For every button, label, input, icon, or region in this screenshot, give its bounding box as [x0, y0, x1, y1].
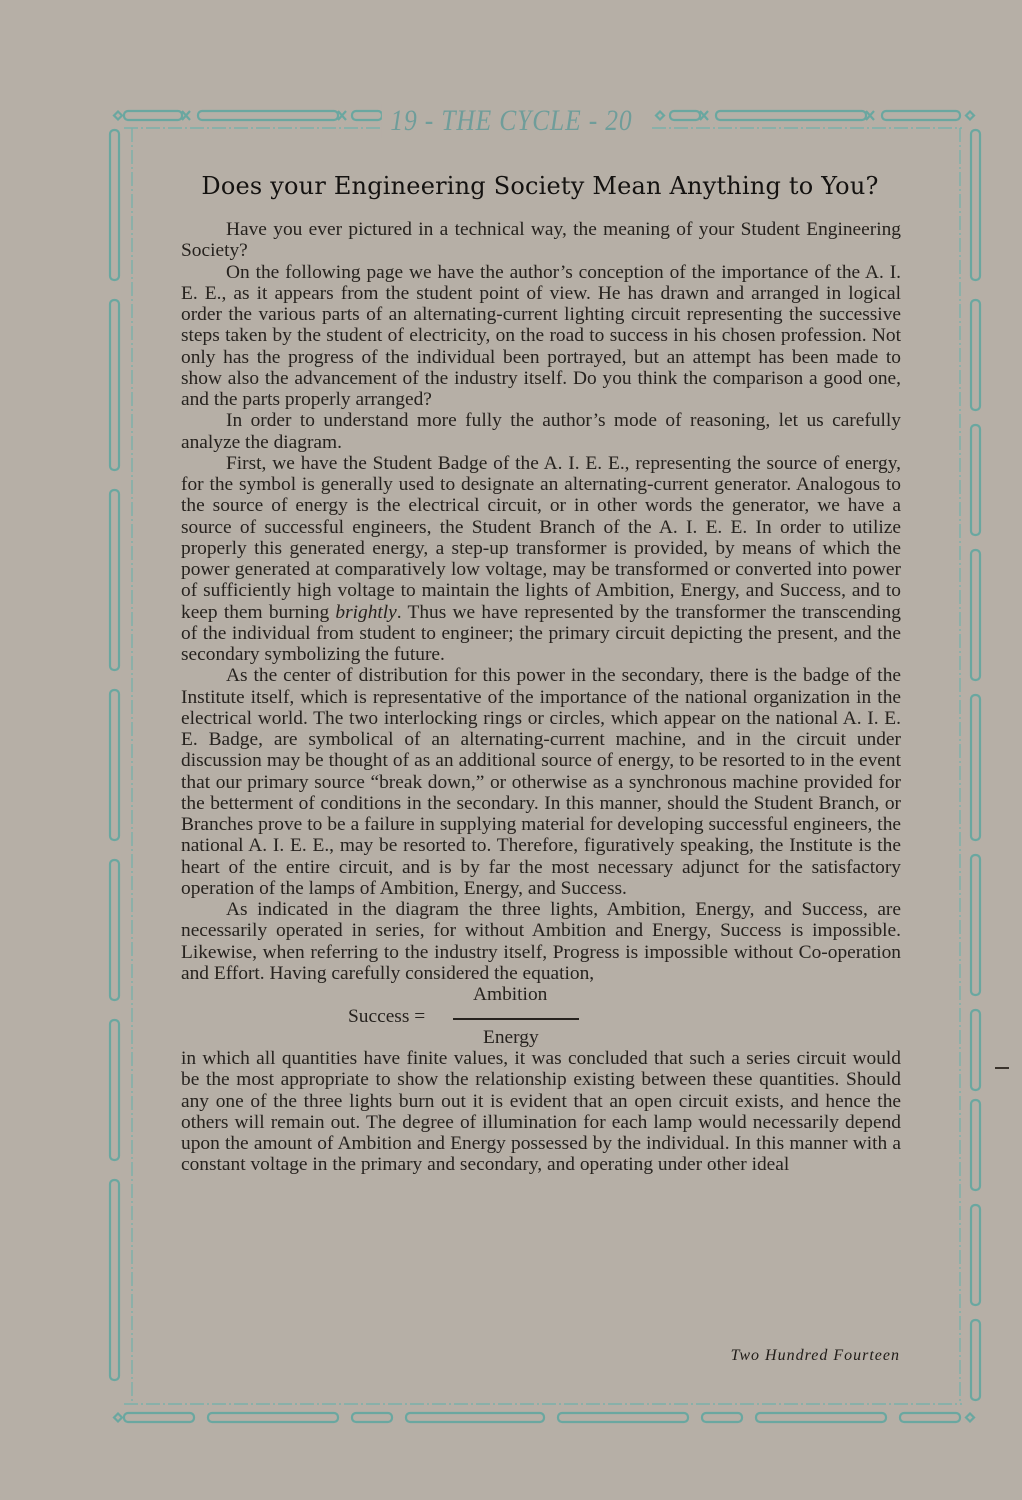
paragraph: Have you ever pictured in a technical way, the meaning of your Student Engineering Society?	[181, 219, 901, 262]
border-bottom-ornament	[114, 1413, 974, 1422]
equation	[181, 984, 901, 1048]
running-head-text: 19 - THE CYCLE - 20	[381, 104, 640, 138]
equation-numerator: Ambition	[473, 984, 548, 1005]
fraction-bar	[453, 1018, 579, 1020]
article-title: Does your Engineering Society Mean Anything to You?	[201, 172, 879, 200]
paragraph: On the following page we have the author’s conception of the importance of the A. I. E. E., as it appears from the student point of view. He has drawn and arranged in logical order the various parts of an alternating-current lighting circuit representing the successive steps taken by the student of electricity, on the road to success in his chosen profession. Not only has the progress of the individual been portrayed, but an attempt has been made to show also the advancement of the industry itself. Do you think the comparison a good one, and the parts properly arranged?	[181, 261, 901, 410]
paragraph: As indicated in the diagram the three lights, Ambition, Energy, and Success, are necessarily operated in series, for without Ambition and Energy, Success is impossible. Likewise, when referring to the industry itself, Progress is impossible without Co-operation and Effort. Having carefully considered the equation,	[181, 899, 901, 984]
border-right-ornament	[971, 130, 980, 1400]
page-number: Two Hundred Fourteen	[730, 1347, 900, 1364]
paragraph: As the center of distribution for this power in the secondary, there is the badge of the Institute itself, which is representative of the importance of the national organization in the electrical world. The two interlocking rings or circles, which appear on the national A. I. E. E. Badge, are symbolical of an alternating-current machine, and in the circuit under discussion may be thought of as an additional source of energy, to be resorted to in the event that our primary source “break down,” or otherwise as a synchronous machine provided for the betterment of conditions in the secondary. In this manner, should the Student Branch, or Branches prove to be a failure in supplying material for developing successful engineers, the national A. I. E. E., may be resorted to. Therefore, figuratively speaking, the Institute is the heart of the entire circuit, and is by far the most necessary adjunct for the satisfactory operation of the lamps of Ambition, Energy, and Success.	[181, 665, 901, 899]
border-left-ornament	[110, 130, 119, 1380]
paragraph: In order to understand more fully the author’s mode of reasoning, let us carefully analyze the diagram.	[181, 410, 901, 453]
paragraph-text: First, we have the Student Badge of the A. I. E. E., representing the source of energy, for the symbol is generally used to designate an alternating-current generator. Analogous to the source of energy is the electrical circuit, or in other words the generator, we have a source of successful engineers, the Student Branch of the A. I. E. E. In order to utilize properly this generated energy, a step-up transformer is provided, by means of which the power generated at comparatively low voltage, may be transformed or converted into power of sufficiently high voltage to maintain the lights of Ambition, Energy, and Success, and to keep them burning	[181, 452, 901, 623]
equation-denominator: Energy	[483, 1027, 539, 1048]
paragraph	[181, 453, 901, 666]
equation-lhs: Success =	[348, 1006, 426, 1027]
article-body	[181, 219, 901, 1176]
ink-mark	[995, 1067, 1009, 1069]
paragraph: in which all quantities have finite values, it was concluded that such a series circuit would be the most appropriate to show the relationship existing between these quantities. Should any one of the three lights burn out it is evident that an open circuit exists, and hence the others will remain out. The degree of illumination for each lamp would necessarily depend upon the amount of Ambition and Energy possessed by the individual. In this manner with a constant voltage in the primary and secondary, and operating under other ideal	[181, 1048, 901, 1176]
running-head	[0, 104, 1022, 138]
emphasis-brightly: brightly	[335, 601, 397, 623]
paragraph-text: . Thus we have represented by the transformer the transcending of the individual from student to engineer; the primary circuit depicting the present, and the secondary symbolizing the future.	[181, 601, 901, 665]
